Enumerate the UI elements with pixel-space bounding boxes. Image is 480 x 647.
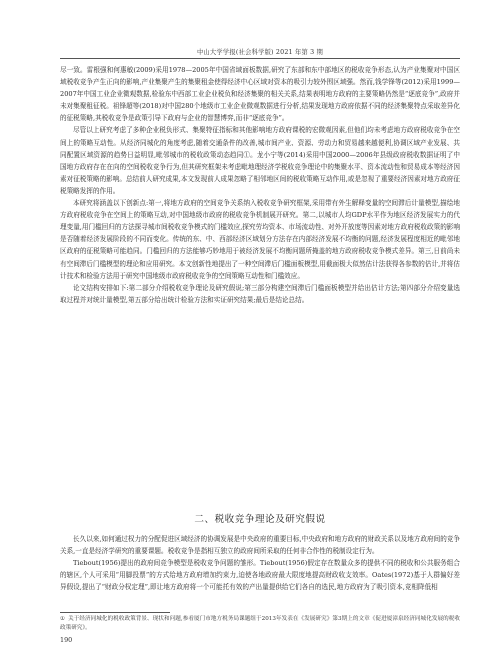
footnote bbox=[60, 615, 460, 633]
paragraph: 论文结构安排如下:第二部分介绍税收竞争理论及研究假说;第三部分构建空间滞后门槛面板模型并给出估计方法;第四部分介绍变量选取过程并对统计量模型,第五部分给出统计检验方法和实证研究结果;最后是结论总结。 bbox=[60, 283, 460, 304]
page-number: 190 bbox=[60, 636, 73, 644]
paragraph: Tiebout(1956)提出的政府间竞争模型是税收竞争问题的雏形。Tiebout(1956)假定存在数量众多的提供不同的税收和公共服务组合的辖区,个人可采用“用脚投票”的方式给地方政府增加约束力,迫使各地政府最大限度地提高财政收支效率。Oates(1972)基于人群偏好差异假设,提出了“财政分权定理”,即让地方政府将一个可能托有效的产出量提供给它们各自的选民,地方政府为了吸引资本,竞相降低相 bbox=[60, 559, 460, 592]
paragraph: 本研究将涵盖以下创新点:第一,将地方政府的空间竞争关系纳入税收竞争研究框架,采用带有外生解释变量的空间滞后计量模型,描绘地方政府税收竞争在空间上的策略互动,对中国地级市政府的税收竞争机制展开研究。第二,以城市人均GDP水平作为地区经济发展实力的代理变量,用门槛回归的方法探寻城市间税收竞争模式的门槛效应,探究劳均资本、市场流动性、对外开放度等因素对地方政府税收政策的影响是否随着经济发展阶段的不同而变化。传统的东、中、西部经济区域划分方法存在内部经济发展不均衡的问题,经济发展程度相近的毗邻地区政府的征税策略可能趋同。门槛回归的方法能够巧妙地用于被经济发展不均衡问题所掩盖的地方政府税收竞争模式差异。第三,日前尚未有空间滞后门槛模型的理论和应用研究。本文创新性地提出了一种空间滞后门槛面板模型,用截面极大似然估计法获得各参数的估计,并将估计技术和检验方法用于研究中国地级市政府税收竞争的空间策略互动性和门槛效应。 bbox=[60, 199, 460, 280]
section-heading: 二、税收竞争理论及研究假说 bbox=[194, 514, 326, 525]
paragraph: 长久以来,如何通过权力的分配促进区域经济的协调发展是中央政府的重要目标,中央政府和地方政府的财政关系以及地方政府间的竞争关系,一直是经济学研究的重要课题。税收竞争是指相互独立的政府间所采取的任何非合作性的税制设定行为。 bbox=[60, 535, 460, 556]
footnote-text: 关于经济同城化的税收政策背景、现状和问题,参看厦门市地方税务局课题组于2013年发表在《发展研究》第3期上的文章《促进厦漳泉经济同城化发展的税收政策研究》。 bbox=[60, 616, 460, 631]
paragraph: 尽一致。雷根强和何惠敏(2009)采用1978—2005年中国省域面板数据,研究了东部和东中部地区的税收竞争形态,认为产业集聚对中国区域税收竞争产生正向的影响,产业集聚产生的集聚租金使得经济中心区域对资本的吸引力较外围区域强。然而,钱学锋等(2012)采用1999—2007年中国工业企业微观数据,检验东中西部工业企业税负和经济集聚的相关关系,结果表明地方政府的主要策略仍然是“逐底竞争”,政府并未对集聚租征税。祖锋超等(2018)对中国280个地级市工业企业微观数据进行分析,结果发现地方政府依据不同的经济集聚特点采取差异化的征税策略,其税收竞争是政策引导下政府与企业的智慧博弈,而非“逐底竞争”。 bbox=[60, 66, 460, 123]
paragraph: 尽管以上研究考虑了多种企业税负形式、集聚特征指标和其他影响地方政府课税的宏微观因素,但他们均未考虑地方政府税收竞争在空间上的策略互动性。从经济同城化的角度考虑,随着交通条件的改善,城市间产业、资源、劳动力和贸易越来越便利,协调区域产业发展、共同配置区域资源的趋势日益明显,毗邻城市的税收政策动态趋同①。龙小宁等(2014)采用中国2000—2006年县级政府税收数据证明了中国地方政府存在在向的空间税收竞争行为,但其研究框架未考虑毗地理经济学税收竞争理论中的集聚水平、资本流动性和贸易成本等经济因素对征税策略的影响。总结前人研究成果,本文发现前人成果忽略了相邻地区间的税收策略互动作用,或是忽视了重要经济因素对地方政府征税策略发挥的作用。 bbox=[60, 126, 460, 195]
footnote-mark: ① bbox=[60, 616, 66, 622]
header-rule bbox=[60, 58, 460, 59]
running-head: 中山大学学报(社会科学版) 2021 年第 3 期 bbox=[196, 49, 324, 56]
footnote-rule bbox=[60, 612, 170, 613]
section-body bbox=[60, 533, 460, 593]
intro-body bbox=[60, 64, 460, 306]
